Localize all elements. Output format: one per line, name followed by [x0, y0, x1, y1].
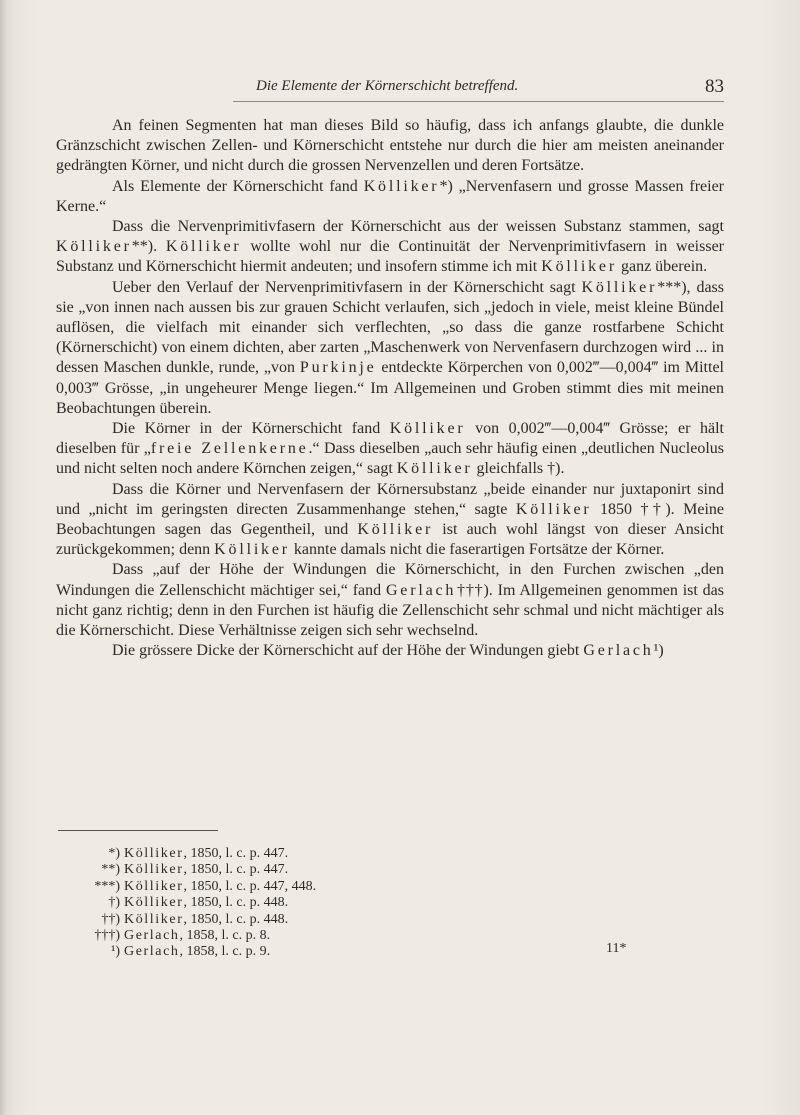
footnote-reference: , 1850, l. c. p. 447, 448.: [183, 878, 317, 894]
text-run: .“ Dass dieselben „auch sehr häufig einen „deutlichen Nucleolus und nicht selten noch andere Körnchen zeigen,“ sagt: [56, 440, 725, 478]
footnote-text: [124, 944, 270, 960]
text-run: wollte wohl nur die Continuität der Nervenprimitivfasern in weisser Substanz und Körnerschicht hiermit andeuten; und insofern stimme ich mit: [56, 238, 725, 276]
spaced-name: Gerlach: [583, 642, 654, 660]
footnote-reference: , 1850, l. c. p. 447.: [183, 862, 289, 878]
footnote: [56, 879, 456, 895]
spaced-name: Purkinje: [299, 359, 377, 377]
text-run: **).: [131, 238, 166, 256]
paragraph: [56, 480, 724, 561]
footnote-author: Kölliker: [124, 846, 184, 861]
footnote-reference: , 1850, l. c. p. 448.: [183, 911, 289, 927]
footnote-text: [124, 879, 316, 895]
spaced-name: Kölliker: [581, 278, 658, 296]
footnote-text: [124, 912, 288, 928]
footnote-reference: , 1850, l. c. p. 448.: [183, 895, 289, 911]
text-run: An feinen Segmenten hat man dieses Bild so häufig, dass ich anfangs glaubte, die dunkle Gränzschicht zwischen Zellen- und Körnerschicht entstehe nur durch die hier am meisten aneinander gedrängten Körner, und nicht durch die grossen Nervenzellen und deren Fortsätze.: [56, 117, 724, 175]
footnote-mark: ***): [94, 878, 120, 894]
spaced-name: Kölliker: [214, 541, 290, 559]
spaced-name: Kölliker: [389, 420, 466, 438]
text-run: ¹): [653, 642, 664, 660]
footnote: [56, 862, 456, 878]
paragraph: [56, 419, 724, 480]
text-run: Die grössere Dicke der Körnerschicht auf der Höhe der Windungen giebt: [112, 642, 584, 660]
spaced-name: Kölliker: [165, 238, 242, 256]
paragraph: [56, 560, 724, 641]
footnote-author: Kölliker: [124, 895, 184, 911]
spaced-name: Kölliker: [357, 521, 434, 539]
footnote-mark: †††): [94, 928, 120, 944]
running-title: Die Elemente der Körnerschicht betreffend.: [256, 78, 519, 94]
paragraph: [56, 278, 724, 419]
paragraph: [56, 177, 724, 217]
text-run: ***), dass sie „von innen nach aussen bis zur grauen Schicht verlaufen, sich „jedoch in viele, meist kleine Bündel auflösen, die vielfach mit einander sich verflechten, „so dass die ganze rostfarbene Schicht (Körnerschicht) von einem dichten, aber zarten „Maschenwerk von Nervenfasern durchzogen wird ... in dessen Maschen dunkle, runde, „von: [56, 278, 724, 377]
running-header: [256, 78, 724, 100]
text-run: Dass „auf der Höhe der Windungen die Körnerschicht, in den Furchen zwischen „den Windungen die Zellenschicht mächtiger sei,“ fand: [56, 561, 724, 599]
header-rule: [233, 101, 724, 102]
footnote-text: [124, 862, 288, 878]
text-run: Die Körner in der Körnerschicht fand: [112, 420, 390, 438]
footnote-author: Kölliker: [124, 911, 184, 927]
text-run: *) „Nervenfasern und grosse Massen freier Kerne.“: [56, 177, 725, 215]
footnote-mark: *): [108, 846, 120, 861]
footnote-reference: , 1858, l. c. p. 8.: [179, 928, 271, 944]
text-run: kannte damals nicht die faserartigen Fortsätze der Körner.: [289, 541, 665, 559]
text-run: Dass die Körner und Nervenfasern der Körnersubstanz „beide einander nur juxtaponirt sind und „nicht im geringsten directen Zusammenhange stehen,“ sagte: [56, 480, 724, 518]
footnote: [56, 895, 456, 911]
footnote-mark: **): [101, 862, 120, 878]
text-run: von 0,002‴—0,004‴ Grösse; er hält dieselben für „: [56, 420, 724, 458]
footnote-author: Kölliker: [124, 862, 184, 878]
text-run: †††). Im Allgemeinen genommen ist das nicht ganz richtig; denn in den Furchen ist häufig die Zellenschicht sehr schmal und nicht mächtiger als die Körnerschicht. Diese Verhältnisse zeigen sich sehr wechselnd.: [56, 581, 724, 640]
spaced-name: Kölliker: [541, 258, 617, 276]
text-run: entdeckte Körperchen von 0,002‴—0,004‴ im Mittel 0,003‴ Grösse, „in ungeheurer Menge liegen.“ Im Allgemeinen und Groben stimmt dies mit meinen Beobachtungen überein.: [56, 359, 724, 417]
text-run: Als Elemente der Körnerschicht fand: [112, 177, 364, 195]
footnote-author: Gerlach: [124, 944, 180, 960]
text-run: 1850 ††). Meine Beobachtungen sagen das Gegentheil, und: [56, 500, 724, 539]
spaced-name: Gerlach: [385, 581, 457, 599]
footnote-reference: , 1850, l. c. p. 447.: [183, 846, 289, 861]
page-edge-shadow: [0, 0, 6, 1115]
footnote: [56, 912, 456, 928]
footnote-text: [124, 895, 288, 911]
footnote-text: [124, 846, 288, 862]
spaced-name: Kölliker: [515, 500, 592, 518]
paragraph: [56, 116, 724, 177]
footnote-reference: , 1858, l. c. p. 9.: [179, 944, 271, 960]
footnotes: [56, 846, 456, 961]
footnote: [56, 928, 456, 944]
spaced-name: Kölliker: [56, 238, 132, 256]
footnote-author: Gerlach: [124, 928, 180, 944]
footnote-mark: †): [108, 895, 120, 911]
text-run: ganz überein.: [616, 258, 708, 276]
paragraph: [56, 641, 724, 661]
paragraph: [56, 217, 724, 278]
footnote-author: Kölliker: [124, 878, 184, 894]
footnote: [56, 846, 456, 862]
page-number: 83: [705, 76, 724, 97]
text-run: Dass die Nervenprimitivfasern der Körnerschicht aus der weissen Substanz stammen, sagt: [112, 218, 724, 236]
text-run: gleichfalls †).: [472, 460, 565, 478]
footnote-mark: ¹): [111, 944, 120, 960]
spaced-name: freie Zellenkerne: [150, 440, 309, 458]
footnote-mark: ††): [101, 911, 120, 927]
text-run: ist auch wohl längst von dieser Ansicht zurückgekommen; denn: [56, 521, 724, 559]
spaced-name: Kölliker: [396, 460, 473, 478]
footnote-rule: [58, 830, 218, 831]
footnote: [56, 944, 456, 960]
text-run: Ueber den Verlauf der Nervenprimitivfasern in der Körnerschicht sagt: [112, 278, 582, 296]
footnote-text: [124, 928, 270, 944]
spaced-name: Kölliker: [363, 177, 440, 195]
signature-mark: 11*: [606, 941, 627, 956]
body-text: [56, 116, 724, 661]
